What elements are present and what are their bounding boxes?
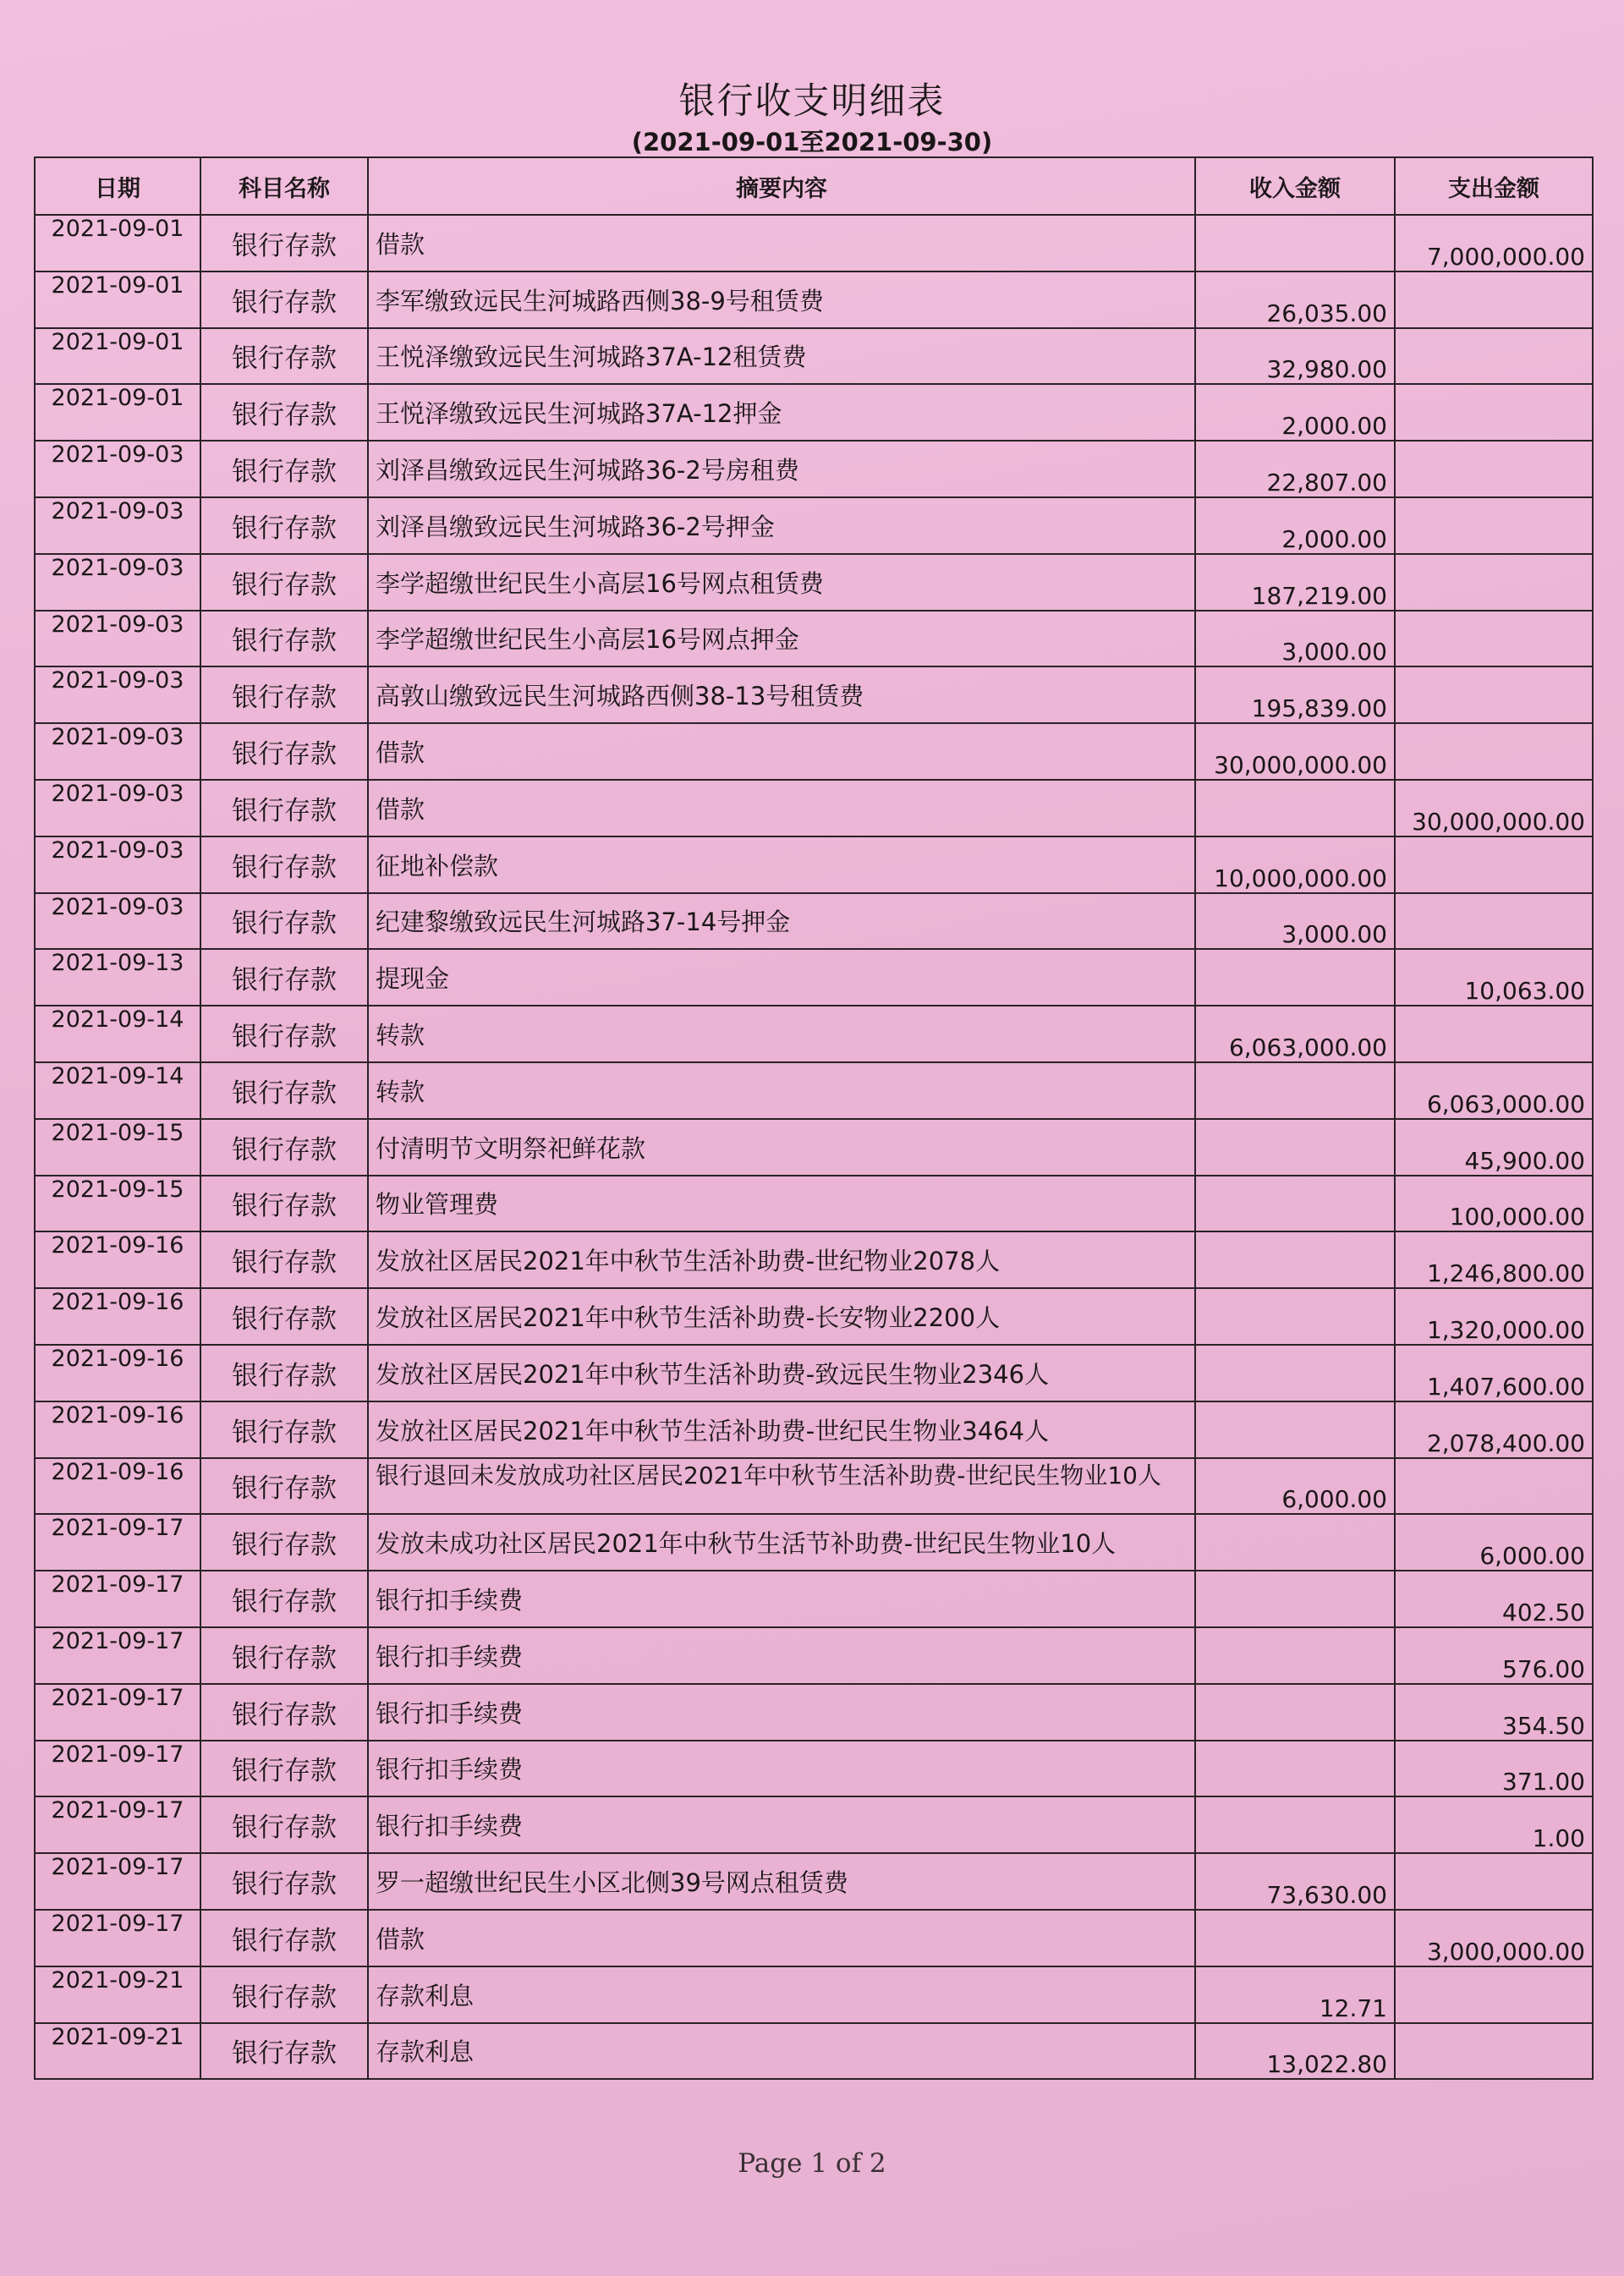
cell-date: 2021-09-03 xyxy=(35,611,200,667)
cell-income: 26,035.00 xyxy=(1195,271,1395,328)
cell-date: 2021-09-17 xyxy=(35,1571,200,1627)
document-title: 银行收支明细表 xyxy=(678,80,946,123)
table-row xyxy=(35,1288,1593,1345)
column-header-date: 日期 xyxy=(35,157,200,215)
cell-income xyxy=(1195,1627,1395,1684)
cell-date: 2021-09-14 xyxy=(35,1006,200,1062)
cell-expense: 371.00 xyxy=(1395,1741,1593,1797)
table-row xyxy=(35,1119,1593,1176)
cell-expense: 100,000.00 xyxy=(1395,1176,1593,1232)
table-row xyxy=(35,497,1593,554)
cell-description: 王悦泽缴致远民生河城路37A-12押金 xyxy=(368,384,1195,441)
cell-subject: 银行存款 xyxy=(200,1006,368,1062)
cell-income xyxy=(1195,1345,1395,1401)
cell-income: 22,807.00 xyxy=(1195,441,1395,497)
cell-date: 2021-09-03 xyxy=(35,836,200,893)
cell-description: 王悦泽缴致远民生河城路37A-12租赁费 xyxy=(368,328,1195,385)
column-header-expense: 支出金额 xyxy=(1395,157,1593,215)
cell-date: 2021-09-03 xyxy=(35,780,200,836)
cell-subject: 银行存款 xyxy=(200,1514,368,1571)
table-row xyxy=(35,1684,1593,1741)
table-row xyxy=(35,1966,1593,2023)
cell-income: 6,063,000.00 xyxy=(1195,1006,1395,1062)
table-row xyxy=(35,666,1593,723)
cell-income xyxy=(1195,1062,1395,1119)
cell-subject: 银行存款 xyxy=(200,215,368,271)
table-row xyxy=(35,1231,1593,1288)
cell-income xyxy=(1195,1119,1395,1176)
cell-date: 2021-09-03 xyxy=(35,441,200,497)
cell-date: 2021-09-01 xyxy=(35,271,200,328)
table-row xyxy=(35,1514,1593,1571)
cell-expense xyxy=(1395,2023,1593,2080)
cell-subject: 银行存款 xyxy=(200,611,368,667)
cell-subject: 银行存款 xyxy=(200,1119,368,1176)
cell-subject: 银行存款 xyxy=(200,893,368,950)
cell-income xyxy=(1195,1684,1395,1741)
cell-description: 转款 xyxy=(368,1006,1195,1062)
cell-income: 2,000.00 xyxy=(1195,497,1395,554)
cell-date: 2021-09-17 xyxy=(35,1741,200,1797)
cell-income xyxy=(1195,1571,1395,1627)
cell-subject: 银行存款 xyxy=(200,836,368,893)
cell-income: 10,000,000.00 xyxy=(1195,836,1395,893)
cell-expense: 30,000,000.00 xyxy=(1395,780,1593,836)
cell-date: 2021-09-03 xyxy=(35,497,200,554)
table-row xyxy=(35,836,1593,893)
cell-expense: 1,246,800.00 xyxy=(1395,1231,1593,1288)
cell-description: 银行扣手续费 xyxy=(368,1571,1195,1627)
cell-expense: 576.00 xyxy=(1395,1627,1593,1684)
cell-expense xyxy=(1395,893,1593,950)
table-row xyxy=(35,723,1593,780)
cell-income: 13,022.80 xyxy=(1195,2023,1395,2080)
cell-description: 发放社区居民2021年中秋节生活补助费-致远民生物业2346人 xyxy=(368,1345,1195,1401)
cell-date: 2021-09-15 xyxy=(35,1176,200,1232)
cell-date: 2021-09-17 xyxy=(35,1684,200,1741)
table-row xyxy=(35,384,1593,441)
cell-description: 存款利息 xyxy=(368,2023,1195,2080)
cell-expense xyxy=(1395,441,1593,497)
cell-date: 2021-09-03 xyxy=(35,666,200,723)
table-row xyxy=(35,215,1593,271)
cell-subject: 银行存款 xyxy=(200,1176,368,1232)
cell-description: 银行扣手续费 xyxy=(368,1627,1195,1684)
cell-subject: 银行存款 xyxy=(200,271,368,328)
column-header-income: 收入金额 xyxy=(1195,157,1395,215)
cell-date: 2021-09-14 xyxy=(35,1062,200,1119)
table-row xyxy=(35,1853,1593,1910)
cell-income: 2,000.00 xyxy=(1195,384,1395,441)
cell-date: 2021-09-21 xyxy=(35,1966,200,2023)
cell-expense xyxy=(1395,1458,1593,1515)
cell-income: 195,839.00 xyxy=(1195,666,1395,723)
cell-subject: 银行存款 xyxy=(200,2023,368,2080)
cell-income xyxy=(1195,1401,1395,1458)
cell-expense: 1.00 xyxy=(1395,1796,1593,1853)
table-row xyxy=(35,328,1593,385)
table-row xyxy=(35,2023,1593,2080)
cell-subject: 银行存款 xyxy=(200,723,368,780)
table-row xyxy=(35,441,1593,497)
table-row xyxy=(35,554,1593,611)
cell-date: 2021-09-15 xyxy=(35,1119,200,1176)
cell-description: 发放未成功社区居民2021年中秋节生活节补助费-世纪民生物业10人 xyxy=(368,1514,1195,1571)
cell-description: 借款 xyxy=(368,1910,1195,1966)
cell-description: 银行扣手续费 xyxy=(368,1741,1195,1797)
cell-description: 借款 xyxy=(368,215,1195,271)
cell-date: 2021-09-17 xyxy=(35,1910,200,1966)
cell-date: 2021-09-01 xyxy=(35,384,200,441)
cell-income xyxy=(1195,1910,1395,1966)
cell-date: 2021-09-13 xyxy=(35,949,200,1006)
cell-description: 发放社区居民2021年中秋节生活补助费-世纪民生物业3464人 xyxy=(368,1401,1195,1458)
table-row xyxy=(35,1006,1593,1062)
column-header-subject: 科目名称 xyxy=(200,157,368,215)
cell-income xyxy=(1195,1514,1395,1571)
table-row xyxy=(35,611,1593,667)
cell-date: 2021-09-01 xyxy=(35,215,200,271)
cell-date: 2021-09-01 xyxy=(35,328,200,385)
cell-description: 李学超缴世纪民生小高层16号网点租赁费 xyxy=(368,554,1195,611)
cell-description: 李学超缴世纪民生小高层16号网点押金 xyxy=(368,611,1195,667)
cell-subject: 银行存款 xyxy=(200,1345,368,1401)
cell-expense: 45,900.00 xyxy=(1395,1119,1593,1176)
cell-date: 2021-09-03 xyxy=(35,554,200,611)
cell-expense: 1,320,000.00 xyxy=(1395,1288,1593,1345)
cell-description: 转款 xyxy=(368,1062,1195,1119)
table-row xyxy=(35,1176,1593,1232)
cell-description: 提现金 xyxy=(368,949,1195,1006)
cell-income xyxy=(1195,1796,1395,1853)
cell-date: 2021-09-16 xyxy=(35,1345,200,1401)
ledger-table xyxy=(34,156,1594,2080)
cell-date: 2021-09-17 xyxy=(35,1853,200,1910)
cell-description: 存款利息 xyxy=(368,1966,1195,2023)
cell-date: 2021-09-16 xyxy=(35,1458,200,1515)
cell-subject: 银行存款 xyxy=(200,1853,368,1910)
cell-subject: 银行存款 xyxy=(200,1966,368,2023)
cell-expense xyxy=(1395,328,1593,385)
cell-subject: 银行存款 xyxy=(200,1910,368,1966)
cell-income xyxy=(1195,215,1395,271)
cell-subject: 银行存款 xyxy=(200,1741,368,1797)
cell-income: 73,630.00 xyxy=(1195,1853,1395,1910)
cell-description: 银行退回未发放成功社区居民2021年中秋节生活补助费-世纪民生物业10人 xyxy=(368,1458,1195,1515)
cell-subject: 银行存款 xyxy=(200,441,368,497)
cell-expense: 2,078,400.00 xyxy=(1395,1401,1593,1458)
cell-date: 2021-09-03 xyxy=(35,893,200,950)
cell-expense xyxy=(1395,1006,1593,1062)
cell-expense: 6,000.00 xyxy=(1395,1514,1593,1571)
cell-expense xyxy=(1395,723,1593,780)
cell-income xyxy=(1195,1176,1395,1232)
cell-subject: 银行存款 xyxy=(200,1796,368,1853)
cell-subject: 银行存款 xyxy=(200,497,368,554)
cell-subject: 银行存款 xyxy=(200,384,368,441)
table-row xyxy=(35,1401,1593,1458)
cell-subject: 银行存款 xyxy=(200,554,368,611)
cell-expense xyxy=(1395,666,1593,723)
cell-date: 2021-09-17 xyxy=(35,1796,200,1853)
cell-income: 6,000.00 xyxy=(1195,1458,1395,1515)
cell-description: 刘泽昌缴致远民生河城路36-2号房租费 xyxy=(368,441,1195,497)
table-row xyxy=(35,949,1593,1006)
cell-expense xyxy=(1395,836,1593,893)
ledger-body xyxy=(35,215,1593,2079)
cell-subject: 银行存款 xyxy=(200,1401,368,1458)
cell-subject: 银行存款 xyxy=(200,666,368,723)
cell-income: 30,000,000.00 xyxy=(1195,723,1395,780)
table-row xyxy=(35,1062,1593,1119)
cell-expense: 10,063.00 xyxy=(1395,949,1593,1006)
cell-subject: 银行存款 xyxy=(200,1458,368,1515)
cell-date: 2021-09-16 xyxy=(35,1401,200,1458)
cell-description: 银行扣手续费 xyxy=(368,1684,1195,1741)
cell-subject: 银行存款 xyxy=(200,328,368,385)
cell-description: 银行扣手续费 xyxy=(368,1796,1195,1853)
cell-income xyxy=(1195,780,1395,836)
cell-description: 纪建黎缴致远民生河城路37-14号押金 xyxy=(368,893,1195,950)
table-row xyxy=(35,1571,1593,1627)
cell-income xyxy=(1195,1741,1395,1797)
cell-description: 李军缴致远民生河城路西侧38-9号租赁费 xyxy=(368,271,1195,328)
cell-expense xyxy=(1395,1853,1593,1910)
table-row xyxy=(35,1796,1593,1853)
cell-income xyxy=(1195,949,1395,1006)
cell-expense xyxy=(1395,271,1593,328)
cell-description: 付清明节文明祭祀鲜花款 xyxy=(368,1119,1195,1176)
table-row xyxy=(35,893,1593,950)
cell-date: 2021-09-17 xyxy=(35,1627,200,1684)
cell-subject: 银行存款 xyxy=(200,1231,368,1288)
cell-date: 2021-09-03 xyxy=(35,723,200,780)
table-row xyxy=(35,1458,1593,1515)
cell-description: 借款 xyxy=(368,723,1195,780)
cell-income: 3,000.00 xyxy=(1195,893,1395,950)
cell-date: 2021-09-16 xyxy=(35,1288,200,1345)
cell-expense xyxy=(1395,554,1593,611)
cell-date: 2021-09-16 xyxy=(35,1231,200,1288)
cell-subject: 银行存款 xyxy=(200,1288,368,1345)
cell-description: 罗一超缴世纪民生小区北侧39号网点租赁费 xyxy=(368,1853,1195,1910)
table-row xyxy=(35,1627,1593,1684)
table-row xyxy=(35,780,1593,836)
cell-income xyxy=(1195,1231,1395,1288)
cell-description: 借款 xyxy=(368,780,1195,836)
column-header-description: 摘要内容 xyxy=(368,157,1195,215)
cell-subject: 银行存款 xyxy=(200,949,368,1006)
cell-description: 刘泽昌缴致远民生河城路36-2号押金 xyxy=(368,497,1195,554)
cell-expense: 354.50 xyxy=(1395,1684,1593,1741)
page-number: Page 1 of 2 xyxy=(738,2148,886,2179)
cell-expense: 3,000,000.00 xyxy=(1395,1910,1593,1966)
cell-income: 32,980.00 xyxy=(1195,328,1395,385)
cell-income: 3,000.00 xyxy=(1195,611,1395,667)
cell-income: 12.71 xyxy=(1195,1966,1395,2023)
cell-expense: 7,000,000.00 xyxy=(1395,215,1593,271)
cell-income: 187,219.00 xyxy=(1195,554,1395,611)
cell-expense: 1,407,600.00 xyxy=(1395,1345,1593,1401)
cell-expense: 402.50 xyxy=(1395,1571,1593,1627)
cell-subject: 银行存款 xyxy=(200,1627,368,1684)
cell-description: 物业管理费 xyxy=(368,1176,1195,1232)
table-row xyxy=(35,271,1593,328)
table-row xyxy=(35,1345,1593,1401)
cell-expense xyxy=(1395,384,1593,441)
cell-expense: 6,063,000.00 xyxy=(1395,1062,1593,1119)
cell-income xyxy=(1195,1288,1395,1345)
cell-subject: 银行存款 xyxy=(200,1684,368,1741)
cell-subject: 银行存款 xyxy=(200,1062,368,1119)
table-row xyxy=(35,1741,1593,1797)
date-range: (2021-09-01至2021-09-30) xyxy=(631,128,993,156)
cell-expense xyxy=(1395,611,1593,667)
table-row xyxy=(35,1910,1593,1966)
cell-date: 2021-09-21 xyxy=(35,2023,200,2080)
cell-subject: 银行存款 xyxy=(200,1571,368,1627)
cell-subject: 银行存款 xyxy=(200,780,368,836)
cell-date: 2021-09-17 xyxy=(35,1514,200,1571)
cell-description: 征地补偿款 xyxy=(368,836,1195,893)
cell-description: 发放社区居民2021年中秋节生活补助费-世纪物业2078人 xyxy=(368,1231,1195,1288)
cell-expense xyxy=(1395,1966,1593,2023)
cell-description: 高敦山缴致远民生河城路西侧38-13号租赁费 xyxy=(368,666,1195,723)
cell-description: 发放社区居民2021年中秋节生活补助费-长安物业2200人 xyxy=(368,1288,1195,1345)
cell-expense xyxy=(1395,497,1593,554)
header-row xyxy=(35,157,1593,215)
